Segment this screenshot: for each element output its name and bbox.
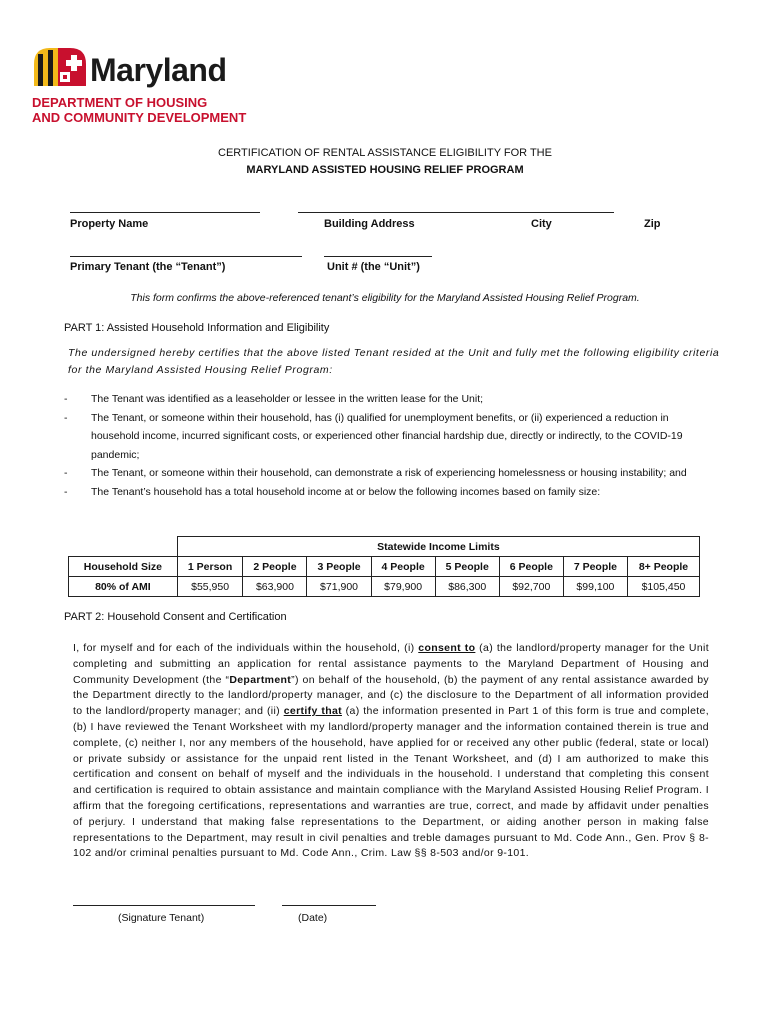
table-cell: 3 People xyxy=(307,557,371,577)
signature-tenant-label: (Signature Tenant) xyxy=(118,912,205,924)
table-row xyxy=(69,557,700,577)
list-item: - The Tenant, or someone within their household, can demonstrate a risk of experiencing homelessness or housing instability; and xyxy=(64,467,687,479)
consent-to-emphasis: consent to xyxy=(418,642,476,654)
table-cell: 8+ People xyxy=(627,557,699,577)
table-cell: $63,900 xyxy=(243,577,307,597)
zip-label: Zip xyxy=(644,218,661,230)
form-title-line2: MARYLAND ASSISTED HOUSING RELIEF PROGRAM xyxy=(246,164,524,176)
property-name-label: Property Name xyxy=(70,218,149,230)
table-cell: 6 People xyxy=(499,557,563,577)
table-cell: $92,700 xyxy=(499,577,563,597)
table-cell: 4 People xyxy=(371,557,435,577)
department-term: Department xyxy=(229,673,292,686)
list-item: - The Tenant was identified as a leaseholder or lessee in the written lease for the Unit; xyxy=(64,393,484,405)
table-cell: 1 Person xyxy=(177,557,243,577)
address-city-zip-field[interactable] xyxy=(298,212,614,213)
maryland-dhcd-logo xyxy=(32,46,272,126)
table-cell: $71,900 xyxy=(307,577,371,597)
consent-certification-text: I, for myself and for each of the individuals within the household, (i) consent to (a) the landlord/property manager for the Unit completing and submitting an application for rental assistance payments to the Maryland Department of Housing and Community Development (the “Department”) on behalf of the household, (b) the payment of any rental assistance awarded by the Department directly to the landlord/property manager, and (c) the disclosure to the Department of all information provided to the landlord/property manager; and (ii) certify that (a) the information presented in Part 1 of this form is true and complete, (b) I have reviewed the Tenant Worksheet with my landlord/property manager and the information contained therein is true and complete, (c) neither I, nor any members of the household, have applied for or received any other public (federal, state or local) or private subsidy or assistance for the unpaid rent listed in the Tenant Worksheet, and (d) I am authorized to make this certification and consent on behalf of myself and the individuals in the household. I understand that completing this consent and certification is required to obtain assistance and maintain compliance with the Maryland Assisted Housing Relief Program. I affirm that the foregoing certifications, representations and warranties are true, correct, and made by affidavit under penalties of perjury. I understand that making false representations to the Department, or aiding another person in making false representations to the Department, may result in civil penalties and treble damages pursuant to Md. Code Ann., Gen. Prov § 8-102 and/or criminal penalties pursuant to Md. Code Ann., Crim. Law §§ 8-503 and/or 9-101. xyxy=(73,642,710,860)
household-size-header: Household Size xyxy=(69,557,178,577)
table-cell: $55,950 xyxy=(177,577,243,597)
unit-label: Unit # (the “Unit”) xyxy=(327,261,420,273)
table-row xyxy=(69,577,700,597)
part1-heading: PART 1: Assisted Household Information and Eligibility xyxy=(64,322,330,334)
property-name-field[interactable] xyxy=(70,212,260,213)
unit-field[interactable] xyxy=(324,256,432,257)
tenant-signature-field[interactable] xyxy=(73,905,255,906)
date-field[interactable] xyxy=(282,905,376,906)
table-cell: $105,450 xyxy=(627,577,699,597)
table-cell: $99,100 xyxy=(563,577,627,597)
table-cell: $79,900 xyxy=(371,577,435,597)
ami-header: 80% of AMI xyxy=(69,577,178,597)
form-title-line1: CERTIFICATION OF RENTAL ASSISTANCE ELIGIBILITY FOR THE xyxy=(218,147,552,159)
income-table-caption: Statewide Income Limits xyxy=(177,537,699,557)
primary-tenant-label: Primary Tenant (the “Tenant”) xyxy=(70,261,226,273)
city-label: City xyxy=(531,218,552,230)
part2-heading: PART 2: Household Consent and Certification xyxy=(64,611,287,623)
building-address-label: Building Address xyxy=(324,218,415,230)
table-cell: $86,300 xyxy=(435,577,499,597)
eligibility-criteria-list xyxy=(64,390,714,501)
table-row xyxy=(69,537,700,557)
list-item: - The Tenant’s household has a total household income at or below the following incomes based on family size: xyxy=(64,485,601,498)
part1-certification-text: The undersigned hereby certifies that the above listed Tenant resided at the Unit and fully met the following eligibility criteria for the Maryland Assisted Housing Relief Program: xyxy=(68,347,720,376)
logo-department-name: DEPARTMENT OF HOUSING AND COMMUNITY DEVELOPMENT xyxy=(32,95,247,125)
maryland-flag-icon xyxy=(32,46,88,88)
list-item: - The Tenant, or someone within their household, has (i) qualified for unemployment benefits, or (ii) experienced a reduction in household income, incurred significant costs, or experienced other financial hardship due, directly or indirectly, to the COVID-19 pandemic; xyxy=(64,411,683,461)
logo-wordmark: Maryland xyxy=(90,52,227,88)
primary-tenant-field[interactable] xyxy=(70,256,302,257)
date-label: (Date) xyxy=(298,912,328,924)
income-limits-table xyxy=(68,536,700,597)
certify-that-emphasis: certify that xyxy=(283,705,342,718)
form-intro: This form confirms the above-referenced tenant’s eligibility for the Maryland Assisted Housing Relief Program. xyxy=(130,292,640,304)
table-cell: 7 People xyxy=(563,557,627,577)
table-cell: 5 People xyxy=(435,557,499,577)
table-cell: 2 People xyxy=(243,557,307,577)
